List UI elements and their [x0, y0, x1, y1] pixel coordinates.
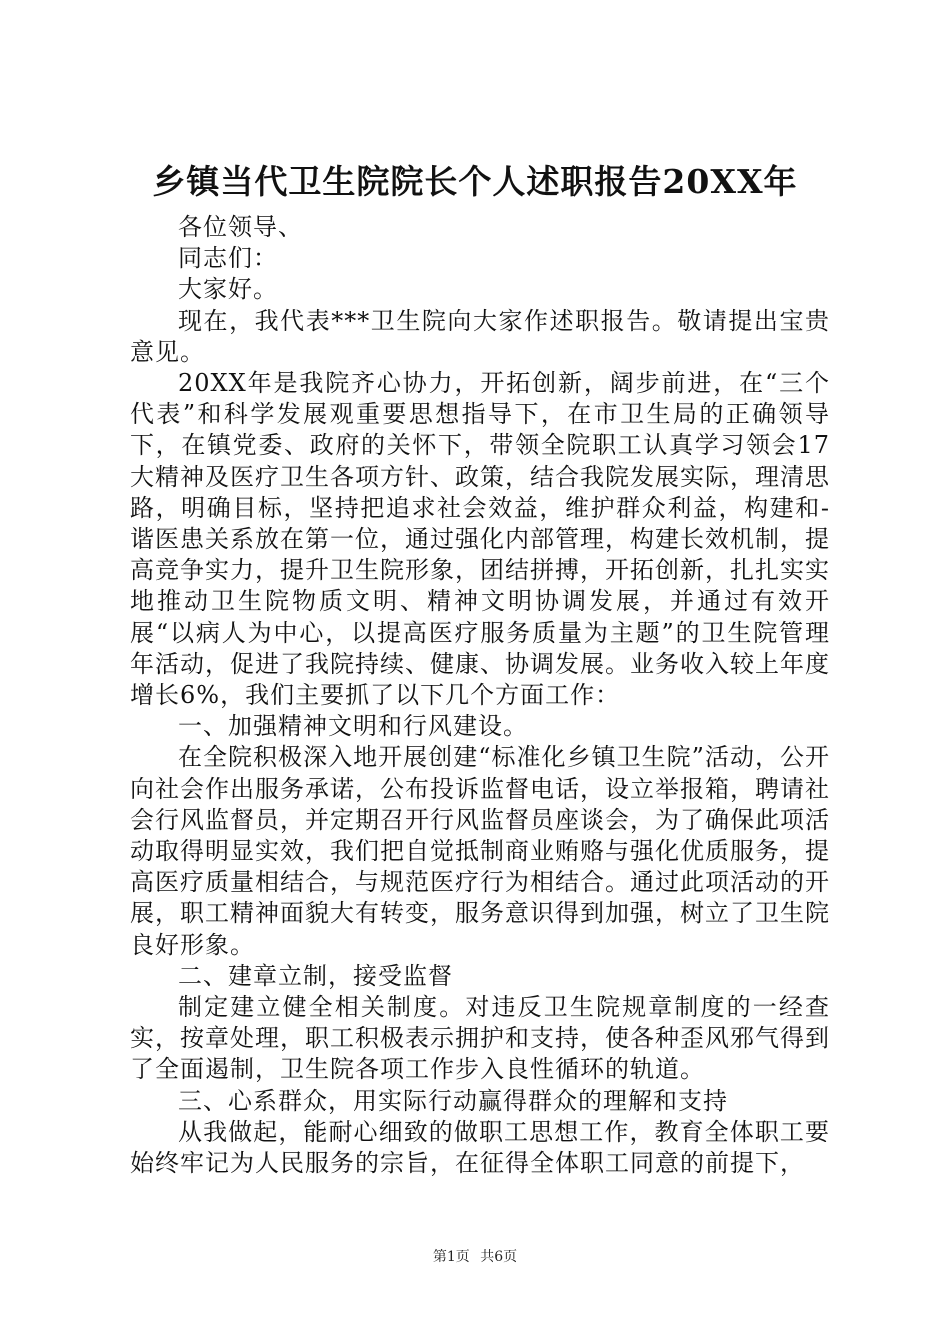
page-total: 共6页 [480, 1249, 518, 1265]
section-heading-1: 一、加强精神文明和行风建设。 [178, 712, 528, 741]
section-heading-2: 二、建章立制，接受监督 [178, 961, 453, 990]
overview-paragraph: 20XX年是我院齐心协力，开拓创新，阔步前进，在“三个代表”和科学发展观重要思想指导下，在市卫生局的正确领导下，在镇党委、政府的关怀下，带领全院职工认真学习领会17大精神及医疗卫生各项方针、政策，结合我院发展实际，理清思路，明确目标，坚持把追求社会效益，维护群众利益，构建和-谐医患关系放在第一位，通过强化内部管理，构建长效机制，提高竞争实力，提升卫生院形象，团结拼搏，开拓创新，扎扎实实地推动卫生院物质文明、精神文明协调发展，并通过有效开展“以病人为中心，以提高医疗服务质量为主题”的卫生院管理年活动，促进了我院持续、健康、协调发展。业务收入较上年度增长6%，我们主要抓了以下几个方面工作： [130, 369, 830, 710]
salutation-comrades: 同志们： [178, 244, 278, 273]
section-heading-3: 三、心系群众，用实际行动赢得群众的理解和支持 [178, 1086, 728, 1115]
section-2-paragraph: 制定建立健全相关制度。对违反卫生院规章制度的一经查实，按章处理，职工积极表示拥护和支持，使各种歪风邪气得到了全面遏制，卫生院各项工作步入良性循环的轨道。 [130, 993, 830, 1084]
document-body [130, 212, 830, 1179]
greeting: 大家好。 [178, 275, 278, 304]
section-1-paragraph: 在全院积极深入地开展创建“标准化乡镇卫生院”活动，公开向社会作出服务承诺，公布投诉监督电话，设立举报箱，聘请社会行风监督员，并定期召开行风监督员座谈会，为了确保此项活动取得明显实效，我们把自觉抵制商业贿赂与强化优质服务，提高医疗质量相结合，与规范医疗行为相结合。通过此项活动的开展，职工精神面貌大有转变，服务意识得到加强，树立了卫生院良好形象。 [130, 743, 830, 959]
page-number: 第1页 [432, 1249, 470, 1265]
salutation-leaders: 各位领导、 [178, 213, 303, 241]
section-3-paragraph: 从我做起，能耐心细致的做职工思想工作，教育全体职工要始终牢记为人民服务的宗旨，在征得全体职工同意的前提下， [130, 1117, 830, 1178]
document-title: 乡镇当代卫生院院长个人述职报告20XX年 [152, 162, 798, 201]
page-footer [0, 1247, 950, 1267]
intro-paragraph: 现在，我代表***卫生院向大家作述职报告。敬请提出宝贵意见。 [130, 306, 830, 366]
